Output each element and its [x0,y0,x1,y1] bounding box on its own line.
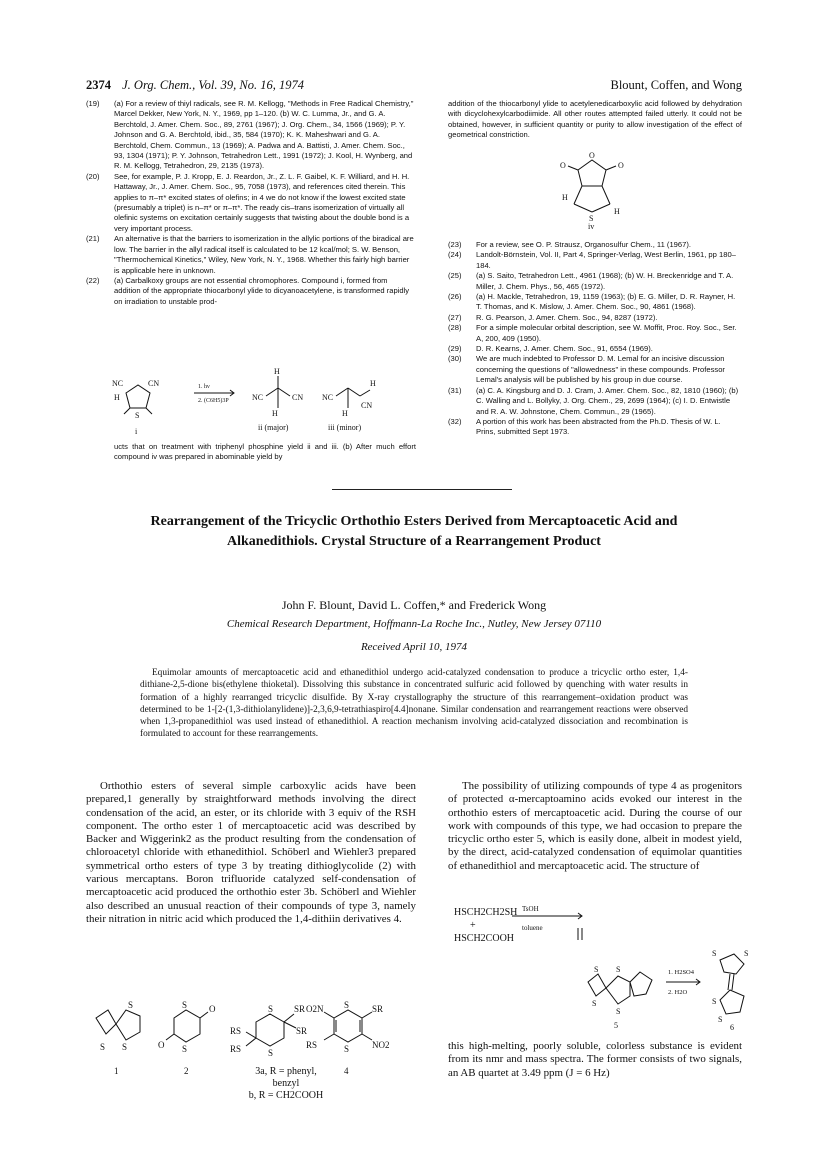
compound-3a-label: 3a, R = phenyl, [255,1066,317,1077]
footnote [86,276,416,307]
compound-4-label: 4 [344,1066,349,1076]
compound-1-label: 1 [114,1066,119,1076]
s-label: S [592,999,597,1008]
compound-iii-label: iii (minor) [328,423,362,432]
s-label: S [712,949,717,958]
h-label: H [614,207,620,216]
footnote-number: (24) [448,250,462,260]
running-header-authors: Blount, Coffen, and Wong [610,78,742,92]
footnote [448,240,742,250]
o-label: O [560,161,566,170]
arrow-reagent-bottom: toluene [522,924,543,932]
footnote [448,386,742,417]
s-label: S [344,1044,350,1054]
footnote-text: A portion of this work has been abstracted from the Ph.D. Thesis of W. L. Prins, submitted Sept 1973. [476,416,721,437]
compound-5-label: 5 [614,1021,618,1030]
footnote-number: (29) [448,344,462,354]
sr-label: SR [372,1004,384,1014]
rs-label: RS [306,1040,318,1050]
footnote [448,354,742,385]
scheme-5-to-6 [580,942,760,1034]
plus-sign: + [470,920,476,931]
o2n-label: O2N [306,1004,324,1014]
page-number: 2374 [86,78,111,92]
footnote-number: (25) [448,271,462,281]
arrow2-reagent-top: 1. H2SO4 [668,969,695,976]
footnotes-right [448,240,742,438]
compound-i-label: i [135,427,138,436]
section-divider [332,489,512,490]
compound-3-legend [226,1066,346,1102]
footnote-22-continued: ucts that on treatment with triphenyl phosphine yield ii and iii. (b) After much effort compound iv was prepared in abominable yield by [114,442,416,462]
h-label: H [272,409,278,418]
footnote-text: See, for example, P. J. Kropp, E. J. Reardon, Jr., Z. L. F. Gaibel, K. F. Williard, and H. H. Hattaway, Jr., J. Amer. Chem. Soc., 95, 7058 (1973), and references cited therein. This applies to π–π* excited states of olefins; in 4 we do not know if the lowest excited state (presumably a triplet) is n–π* or π–π*. The ready cis–trans isomerization of virtually all olefinic systems on excitation certainly suggests that twisting about the double bond is a very important process. [114,171,410,233]
cn-label: CN [361,401,373,410]
h-label: H [274,368,280,376]
scheme-i-ii-iii [106,368,416,440]
received-date: Received April 10, 1974 [360,641,468,653]
footnote-text: (a) For a review of thiyl radicals, see R. M. Kellogg, "Methods in Free Radical Chemistry," Marcel Dekker, New York, N. Y., 1969, pp 1–120. (b) W. C. Lumma, Jr., and G. A. Berchtold, J. Amer. Chem. Soc., 89, 2761 (1967); J. Org. Chem., 34, 1566 (1969); P. Y. Johnson and G. A. Berchtold, ibid., 35, 584 (1970); K. K. Maheshwari and G. A. Berchtold, Chem. Commun., 13 (1969); A. Padwa and A. Battisti, J. Amer. Chem. Soc., 93, 1304 (1971); P. Y. Johnson, Tetrahedron Lett., 1991 (1972); J. Kool, H. Wynberg, and R. M. Kellogg, Tetrahedron, 29, 2135 (1973). [114,99,414,171]
compound-6-label: 6 [730,1023,734,1032]
footnote [448,417,742,438]
compound-iv-label: iv [588,222,595,230]
s-label: S [616,1007,621,1016]
footnote [448,323,742,344]
footnote-number: (30) [448,354,462,364]
footnote [448,250,742,271]
s-label: S [182,1000,188,1010]
footnote-text: D. R. Kearns, J. Amer. Chem. Soc., 91, 6554 (1969). [476,344,653,354]
h-label: H [562,193,568,202]
s-label: S [589,214,594,223]
footnote-text: For a simple molecular orbital description, see W. Moffit, Proc. Roy. Soc., Ser. A, 200, 409 (1950). [476,323,737,343]
s-label: S [344,1000,350,1010]
sr-label: SR [296,1026,308,1036]
sr-label: SR [294,1004,306,1014]
arrow-reagent-bottom: 2. (C6H5)3P [198,398,229,404]
nc-label: NC [252,393,264,402]
body-column-left [86,780,416,926]
running-header-left [86,78,304,93]
footnote [448,271,742,292]
rs-label: RS [230,1044,242,1054]
compound-3a-label-cont: benzyl [272,1078,300,1089]
rs-label: RS [230,1026,242,1036]
article-authors: John F. Blount, David L. Coffen,* and Frederick Wong [281,598,547,612]
nc-label: NC [112,379,124,388]
compound-2-label: 2 [184,1066,189,1076]
body-column-right-continued [448,1040,742,1080]
cn-label: CN [292,393,304,402]
arrow-reagent-top: TsOH [522,905,539,913]
s-label: S [268,1048,274,1058]
footnote [86,234,416,276]
footnote-text: (a) C. A. Kingsburg and D. J. Cram, J. Amer. Chem. Soc., 82, 1810 (1960); (b) C. Walling and L. Bollyky, J. Org. Chem., 29, 2699 (1964); (c) I. D. Entwistle and R. A. W. Johnstone, Chem. Commun., 29 (1965). [476,385,739,416]
footnote [448,313,742,323]
footnote-number: (32) [448,416,462,426]
article-title: Rearrangement of the Tricyclic Orthothio Esters Derived from Mercaptoacetic Acid and Alkanedithiols. Crystal Structure of a Rearrangement Product [150,514,678,549]
footnote-text: For a review, see O. P. Strausz, Organosulfur Chem., 11 (1967). [476,240,691,249]
journal-citation: J. Org. Chem., Vol. 39, No. 16, 1974 [122,78,304,92]
footnote [448,344,742,354]
footnote-text: (a) H. Mackle, Tetrahedron, 19, 1159 (1963); (b) E. G. Miller, D. R. Rayner, H. T. Thomas, and K. Mislow, J. Amer. Chem. Soc., 90, 4861 (1968). [476,292,736,312]
h-label: H [342,409,348,418]
s-label: S [135,411,140,420]
s-label: S [100,1042,106,1052]
footnote-number: (28) [448,323,462,333]
s-label: S [128,1000,134,1010]
footnote [448,292,742,313]
footnote-number: (20) [86,171,100,181]
footnote-text: An alternative is that the barriers to isomerization in the allylic portions of the biradical are low. The barrier in the allyl radical itself is calculated to be 12 kcal/mol; S. W. Benson, "Thermochemical Kinetics," Wiley, New York, N. Y., 1968. Whether this fairly high barrier is applicable here in unknown. [114,234,414,275]
footnote-text: R. G. Pearson, J. Amer. Chem. Soc., 94, 8287 (1972). [476,312,658,322]
s-label: S [268,1004,274,1014]
body-column-right [448,780,742,873]
cn-label: CN [148,379,160,388]
body-paragraph: Orthothio esters of several simple carboxylic acids have been prepared,1 generally by straightforward methods involving the direct condensation of the acid, an ester, or its chloride with 3 equiv of the RSH component. The ortho ester 1 of mercaptoacetic acid was described by Backer and Wiggerink2 as the product resulting from the condensation of chloroacetyl chloride with ethanedithiol. Schöberl and Wiehler3 prepared symmetrical ortho esters of type 3 by treating dithioglycolide (2) with various mercaptans. Boron trifluoride catalyzed self-condensation of mercaptoacetic acid produced the orthothio ester 3b. Schöberl and Wiehler also described an unusual reaction of their compounds of type 3, namely their nitration in nitric acid which produced the 1,4-dithiin derivatives 4. [86,780,416,925]
footnote [86,99,416,172]
no2-label: NO2 [372,1040,390,1050]
o-label: O [589,151,595,160]
footnote-number: (26) [448,292,462,302]
footnote-text: (a) S. Saito, Tetrahedron Lett., 4961 (1968); (b) W. H. Breckenridge and T. A. Miller, J. Chem. Phys., 56, 465 (1972). [476,271,734,291]
compound-ii-label: ii (major) [258,423,289,432]
body-paragraph: The possibility of utilizing compounds of type 4 as progenitors of protected α-mercaptoamino acids evoked our interest in the orthothio esters of mercaptoacetic acid. During the course of our work with compounds of this type, we had occasion to prepare the tricyclic ortho ester 5, which is easily done, albeit in modest yield, by the direct, acid-catalyzed condensation of equimolar quantities of ethanedithiol and mercaptoacetic acid. The structure of [448,780,742,872]
body-paragraph: this high-melting, poorly soluble, colorless substance is evident from its nmr and mass spectra. The former consists of two signals, an AB quartet at 3.49 ppm (J = 6 Hz) [448,1040,742,1079]
s-label: S [122,1042,128,1052]
reagent-mercaptoacetic-acid: HSCH2COOH [454,933,515,944]
s-label: S [182,1044,188,1054]
compound-3b-label: b, R = CH2COOH [248,1090,324,1101]
s-label: S [744,949,749,958]
arrow2-reagent-bottom: 2. H2O [668,989,688,996]
s-label: S [616,965,621,974]
condensation-arrow [506,900,594,946]
s-label: S [712,997,717,1006]
footnote-text: We are much indebted to Professor D. M. Lemal for an incisive discussion concerning the questions of "allowedness" in these compounds. Professor Lemal's analysis will be published by his group in due course. [476,354,725,385]
footnote [86,172,416,234]
arrow-reagent-top: 1. hν [198,384,210,390]
reagent-ethanedithiol: HSCH2CH2SH [454,907,518,918]
h-label: H [114,393,120,402]
footnote-text: (a) Carbalkoxy groups are not essential chromophores. Compound i, formed from addition of the appropriate thiocarbonyl ylide to dicyanoacetylene, is transformed rapidly on irradiation to unstable prod- [114,275,410,306]
o-label: O [618,161,624,170]
footnote-number: (22) [86,275,100,285]
footnote-number: (27) [448,312,462,322]
article-affiliation: Chemical Research Department, Hoffmann-La Roche Inc., Nutley, New Jersey 07110 [226,618,602,630]
o-label: O [209,1004,216,1014]
h-label: H [370,379,376,388]
footnote-number: (19) [86,99,100,108]
s-label: S [594,965,599,974]
footnote-number: (23) [448,240,462,249]
footnotes-left [86,99,416,307]
footnote-22-continued-right: addition of the thiocarbonyl ylide to acetylenedicarboxylic acid followed by dehydration with dicyclohexylcarbodiimide. All other routes attempted failed utterly. It could not be obtained, however, in sufficient quantity or purity to allow investigation of the effect of geometrical constriction. [448,99,742,140]
abstract: Equimolar amounts of mercaptoacetic acid and ethanedithiol undergo acid-catalyzed condensation to produce a tricyclic ortho ester, 1,4-dithiane-2,5-dione bis(ethylene thioketal). Dissolving this substance in concentrated sulfuric acid followed by quenching with water results in formation of a highly rearranged tricyclic disulfide. By X-ray crystallography the structure of this rearrangement–oxidation product was determined to be 1-[2-(1,3-dithiolanylidene)]-2,3,6,9-tetrathiaspiro[4.4]nonane. Similar condensation and rearrangement reactions were observed when 1,3-propanedithiol was used instead of ethanedithiol. A reaction mechanism involving acid-catalyzed dissociation and recombination is formulated to account for these rearrangements. [140,668,688,740]
footnote-text: Landolt-Börnstein, Vol. II, Part 4, Springer-Verlag, West Berlin, 1961, pp 180–184. [476,250,736,270]
s-label: S [718,1015,723,1024]
nc-label: NC [322,393,334,402]
footnote-number: (21) [86,234,100,244]
o-label: O [158,1040,165,1050]
scheme-iv [548,148,638,230]
footnote-number: (31) [448,385,462,395]
